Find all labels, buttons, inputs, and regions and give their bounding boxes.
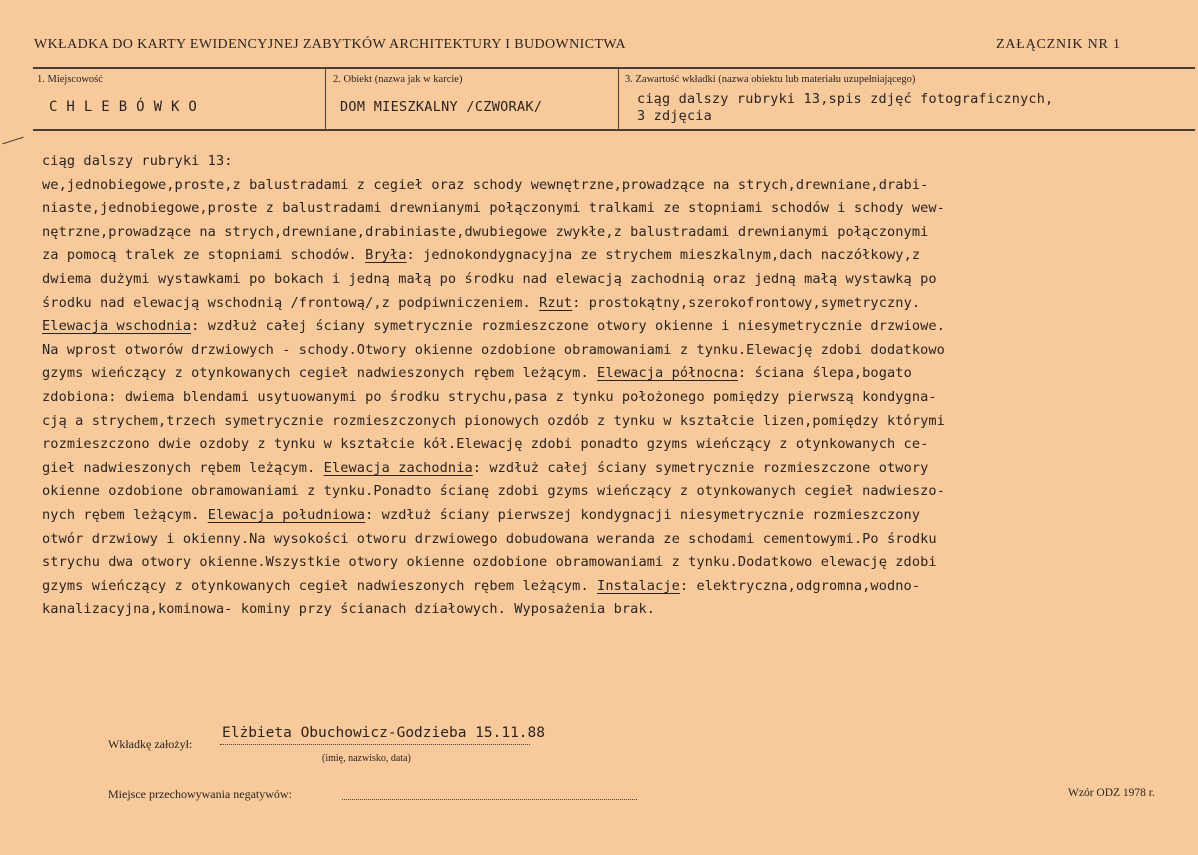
locality-value: CHLEBÓWKO <box>49 99 206 115</box>
body-line <box>42 174 1182 198</box>
body-line <box>42 528 1182 552</box>
signed-value: Elżbieta Obuchowicz-Godzieba 15.11.88 <box>222 725 546 741</box>
body-line <box>42 362 1182 386</box>
field-divider <box>618 69 619 129</box>
body-text: okienne ozdobione obramowaniami z tynku.Ponadto ścianę zdobi gzyms wieńczący z otynkowanych cegieł nadwieszo- <box>42 483 945 500</box>
document-title: WKŁADKA DO KARTY EWIDENCYJNEJ ZABYTKÓW ARCHITEKTURY I BUDOWNICTWA <box>34 37 626 52</box>
body-text: : wzdłuż całej ściany symetrycznie rozmieszczone otwory <box>472 459 929 476</box>
body-line <box>42 221 1182 245</box>
object-label: 2. Obiekt (nazwa jak w karcie) <box>333 74 463 85</box>
body-text: gzyms wieńczący z otynkowanych cegieł nadwieszonych rębem leżącym. <box>42 577 598 594</box>
signature-line <box>220 744 530 745</box>
section-heading: Elewacja zachodnia <box>323 459 473 476</box>
body-line <box>42 433 1182 457</box>
body-line <box>42 480 1182 504</box>
section-heading: Bryła <box>365 247 407 264</box>
body-text: rozmieszczono dwie ozdoby z tynku w kształcie kół.Elewację zdobi ponadto gzyms wieńczący z otynkowanych ce- <box>42 436 929 453</box>
body-text: za pomocą tralek ze stopniami schodów. <box>42 247 366 264</box>
contents-line: ciąg dalszy rubryki 13,spis zdjęć fotograficznych, <box>637 91 1054 107</box>
body-text: : ściana ślepa,bogato <box>737 365 912 382</box>
fields-box <box>33 67 1195 131</box>
body-line <box>42 575 1182 599</box>
body-text: otwór drzwiowy i okienny.Na wysokości otworu drzwiowego dobudowana weranda ze schodami cementowymi.Po środku <box>42 530 937 547</box>
body-line <box>42 386 1182 410</box>
body-line <box>42 150 1182 174</box>
body-line <box>42 410 1182 434</box>
body-text: we,jednobiegowe,proste,z balustradami z cegieł oraz schody wewnętrzne,prowadzące na strych,drewniane,drabi- <box>42 176 929 193</box>
body-line <box>42 197 1182 221</box>
body-text: gieł nadwieszonych rębem leżącym. <box>42 459 324 476</box>
form-id: Wzór ODZ 1978 r. <box>1068 787 1155 799</box>
signed-label: Wkładkę założył: <box>108 737 193 751</box>
body-text: cją a strychem,trzech symetrycznie rozmieszczonych pionowych ozdób z tynku w kształcie lizen,pomiędzy którymi <box>42 412 945 429</box>
section-heading: Elewacja północna <box>597 365 738 382</box>
section-heading: Elewacja wschodnia <box>42 318 192 335</box>
object-value: DOM MIESZKALNY /CZWORAK/ <box>340 99 543 115</box>
section-heading: Rzut <box>539 294 573 311</box>
body-text: : wzdłuż ściany pierwszej kondygnacji niesymetrycznie rozmieszczony <box>365 506 921 523</box>
annex-number: ZAŁĄCZNIK NR 1 <box>996 37 1121 52</box>
contents-label: 3. Zawartość wkładki (nazwa obiektu lub materiału uzupełniającego) <box>625 74 916 85</box>
body-text: Na wprost otworów drzwiowych - schody.Otwory okienne ozdobione obramowaniami z tynku.Elewację zdobi dodatkowo <box>42 341 945 358</box>
signed-hint: (imię, nazwisko, data) <box>322 753 411 764</box>
body-text: zdobiona: dwiema blendami usytuowanymi po środku strychu,pasa z tynku położonego pomiędzy pierwszą kondygna- <box>42 388 937 405</box>
section-heading: Instalacje <box>597 577 680 594</box>
body-text: gzyms wieńczący z otynkowanych cegieł nadwieszonych rębem leżącym. <box>42 365 598 382</box>
body-line <box>42 551 1182 575</box>
section-heading: Elewacja południowa <box>207 506 366 523</box>
body-text: : jednokondygnacyjna ze strychem mieszkalnym,dach naczółkowy,z <box>406 247 921 264</box>
body-text: środku nad elewacją wschodnią /frontową/,z podpiwniczeniem. <box>42 294 540 311</box>
body-text: strychu dwa otwory okienne.Wszystkie otwory okienne ozdobione obramowaniami z tynku.Dodatkowo elewację zdobi <box>42 554 937 571</box>
field-divider <box>325 69 326 129</box>
body-text: : prostokątny,szerokofrontowy,symetryczny. <box>572 294 921 311</box>
body-text: dwiema dużymi wystawkami po bokach i jedną małą po środku nad elewacją zachodnią oraz jedną małą wystawką po <box>42 270 937 287</box>
negatives-label: Miejsce przechowywania negatywów: <box>108 787 292 801</box>
contents-value <box>637 91 1053 125</box>
body-text: nych rębem leżącym. <box>42 506 208 523</box>
body-text: : wzdłuż całej ściany symetrycznie rozmieszczone otwory okienne i niesymetrycznie drzwiowe. <box>191 318 945 335</box>
body-text: : elektryczna,odgromna,wodno- <box>679 577 921 594</box>
description-body <box>42 150 1182 622</box>
negatives-line <box>342 799 637 800</box>
body-text: nętrzne,prowadzące na strych,drewniane,drabiniaste,dwubiegowe zwykłe,z balustradami drewnianymi połączonymi <box>42 223 929 240</box>
body-line <box>42 457 1182 481</box>
body-line <box>42 339 1182 363</box>
body-text: niaste,jednobiegowe,proste z balustradami drewnianymi połączonymi tralkami ze stopniami schodów i schody wew- <box>42 200 945 217</box>
locality-label: 1. Miejscowość <box>37 74 103 85</box>
body-text: kanalizacyjna,kominowa- kominy przy ścianach działowych. Wyposażenia brak. <box>42 601 656 618</box>
body-line <box>42 504 1182 528</box>
body-text: ciąg dalszy rubryki 13: <box>42 153 233 169</box>
contents-line: 3 zdjęcia <box>637 108 712 124</box>
body-line <box>42 268 1182 292</box>
body-line <box>42 598 1182 622</box>
body-line <box>42 315 1182 339</box>
pen-mark <box>2 137 23 145</box>
body-line <box>42 292 1182 316</box>
body-line <box>42 244 1182 268</box>
